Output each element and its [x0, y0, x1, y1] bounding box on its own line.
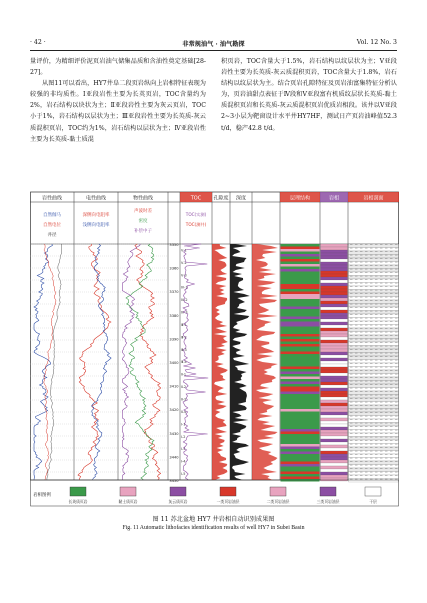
facies-band: [321, 247, 348, 250]
lithofacies-band: [281, 364, 320, 367]
curve-label-den: 密度: [138, 219, 148, 224]
lithofacies-band: [281, 282, 320, 285]
facies-band: [321, 277, 348, 280]
legend-item-label: 干层: [369, 499, 377, 504]
curve-label-cnl: 补偿中子: [134, 229, 152, 234]
facies-band: [321, 364, 348, 367]
lithofacies-band: [281, 337, 320, 340]
facies-band: [321, 262, 348, 265]
curve-label-toc-log: TOC(测井): [185, 222, 207, 227]
lithofacies-band: [281, 327, 320, 330]
lithofacies-band: [281, 379, 320, 382]
sublayer-label: Ⅰ-3: [181, 447, 186, 452]
lithofacies-band: [281, 457, 320, 460]
lithofacies-band: [281, 427, 320, 430]
lithofacies-band: [281, 374, 320, 377]
lithofacies-band: [281, 432, 320, 435]
facies-band: [321, 355, 348, 358]
lithofacies-band: [281, 439, 320, 442]
legend-swatch: [365, 487, 381, 496]
lithofacies-band: [281, 304, 320, 307]
sublayer-label: Ⅲ-1: [181, 322, 187, 327]
lithofacies-band: [281, 317, 320, 320]
facies-band: [321, 301, 348, 304]
lithofacies-band: [281, 399, 320, 402]
legend-item-label: 一类页岩油层: [216, 499, 240, 504]
lithofacies-band: [281, 449, 320, 452]
facies-band: [321, 256, 348, 259]
lithofacies-band: [281, 472, 320, 475]
facies-band: [321, 439, 348, 442]
lithofacies-band: [281, 274, 320, 277]
facies-band: [321, 373, 348, 376]
lithofacies-band: [281, 272, 320, 275]
facies-band: [321, 292, 348, 295]
facies-band: [321, 478, 348, 481]
facies-band: [321, 334, 348, 337]
well-log-chart: [30, 188, 399, 511]
facies-band: [321, 322, 348, 325]
legend-swatch: [320, 487, 336, 496]
lithofacies-band: [281, 294, 320, 297]
facies-band: [321, 382, 348, 385]
lithofacies-band: [281, 269, 320, 272]
legend-title: 岩相图例: [33, 493, 51, 498]
depth-tick-label: 3430: [169, 431, 179, 436]
facies-band: [321, 331, 348, 334]
depth-tick-label: 3400: [169, 361, 179, 365]
sublayer-label: Ⅲ-2: [181, 335, 187, 340]
paragraph: 积页岩，TOC含量大于1.5%，岩石结构以纹层状为主；Ⅴ亚段岩性主要为长英质-灰云质混积页岩，TOC含量大于1.8%，岩石结构以纹层状为主。结合页岩孔隙特征及页岩油富集特征分析认为，页岩油甜点表征于Ⅳ段和Ⅴ亚段富有机质纹层状长英质-黏土质混积页岩和长英质-灰云质混积页岩优质岩相段。该井以Ⅴ亚段2~3小层为靶窗设计水平井HY7HF，测试日产页岩油峰值52.3 t/d，稳产42.8 t/d。: [221, 58, 397, 132]
facies-band: [321, 343, 348, 346]
lithofacies-band: [281, 367, 320, 370]
depth-tick-label: 3380: [169, 313, 179, 318]
lithofacies-band: [281, 362, 320, 365]
track-title: 深度: [235, 195, 247, 202]
running-header: [30, 39, 397, 49]
legend-swatch: [270, 487, 286, 496]
lithofacies-band: [281, 249, 320, 252]
facies-band: [321, 376, 348, 379]
facies-band: [321, 472, 348, 475]
curve-label-toc-measured: TOC(实测): [185, 212, 207, 217]
sublayer-label: Ⅱ-2: [181, 385, 187, 390]
lithofacies-band: [281, 394, 320, 397]
lithofacies-band: [281, 352, 320, 355]
lithofacies-band: [281, 359, 320, 362]
legend-item-label: 长英质页岩: [68, 499, 88, 504]
lithofacies-band: [281, 314, 320, 317]
facies-band: [321, 403, 348, 406]
curve-label-ac: 声波时差: [134, 209, 152, 214]
depth-tick-label: 3350: [169, 243, 179, 247]
facies-band: [321, 433, 348, 436]
facies-band: [321, 418, 348, 421]
depth-tick-label: 3360: [169, 266, 179, 271]
depth-tick-label: 3440: [169, 455, 179, 460]
facies-band: [321, 283, 348, 286]
facies-band: [321, 445, 348, 448]
track-title: 孔隙度: [213, 195, 229, 202]
lithofacies-band: [281, 267, 320, 270]
sublayer-label: Ⅳ-3: [181, 310, 188, 315]
lithofacies-band: [281, 417, 320, 420]
sublayer-label: Ⅴ-2: [181, 260, 187, 265]
shale-density-fill: [230, 244, 250, 480]
lithofacies-band: [281, 369, 320, 372]
facies-band: [321, 337, 348, 340]
lithofacies-band: [281, 342, 320, 345]
facies-band: [321, 394, 348, 397]
facies-band: [321, 244, 348, 247]
depth-tick-label: 3450: [169, 479, 179, 483]
lithofacies-band: [281, 329, 320, 332]
sublayer-label: Ⅱ-1: [181, 372, 187, 377]
facies-band: [321, 304, 348, 307]
lithofacies-band: [281, 392, 320, 395]
sublayer-label: Ⅲ-3: [181, 347, 187, 352]
lithofacies-band: [281, 467, 320, 470]
facies-band: [321, 295, 348, 298]
facies-band: [321, 388, 348, 391]
track-title: 物性曲线: [132, 195, 154, 202]
lithofacies-band: [281, 319, 320, 322]
depth-tick-label: 3410: [169, 384, 179, 389]
lithofacies-band: [281, 339, 320, 342]
lithofacies-band: [281, 292, 320, 295]
facies-band: [321, 274, 348, 277]
curve-label-sp: 自然电位: [43, 223, 61, 228]
cal-curve: [47, 244, 62, 480]
paragraph: 从图11可以看出，HY7井阜二段页岩纵向上岩相特征表现为较强的非均质性。Ⅰ亚段岩性主要为长英页岩，TOC含量约为2%，岩石结构以块状为主；Ⅱ亚段岩性主要为灰云页岩，TOC小于1%，岩石结构以层状为主；Ⅲ亚段岩性主要为长英质-灰云质混积页岩，TOC约为1%，岩石结构以层状为主；Ⅳ亚段岩性主要为长英质-黏土质混: [30, 80, 206, 143]
facies-band: [321, 289, 348, 292]
rxo-curve: [92, 244, 112, 480]
lithofacies-band: [281, 262, 320, 265]
facies-band: [321, 286, 348, 289]
facies-band: [321, 448, 348, 451]
lithofacies-band: [281, 287, 320, 290]
facies-band: [321, 421, 348, 424]
facies-band: [321, 370, 348, 373]
lithofacies-band: [281, 312, 320, 315]
facies-band: [321, 412, 348, 415]
lithofacies-band: [281, 459, 320, 462]
lithofacies-band: [281, 302, 320, 305]
facies-band: [321, 466, 348, 469]
lithofacies-band: [281, 389, 320, 392]
track-title: 岩相: [328, 195, 340, 202]
lithofacies-band: [281, 247, 320, 250]
gr-curve: [34, 244, 52, 480]
lithofacies-band: [281, 419, 320, 422]
lithofacies-band: [281, 447, 320, 450]
facies-band: [321, 400, 348, 403]
legend-item-label: 三类页岩油层: [316, 499, 340, 504]
facies-band: [321, 271, 348, 274]
journal-title: 非常规油气 · 油气勘探: [182, 41, 245, 48]
sublayer-label: Ⅴ-3: [181, 273, 187, 278]
sublayer-label: Ⅰ-5: [181, 472, 186, 477]
lithofacies-band: [281, 257, 320, 260]
sublayer-label: Ⅰ-4: [181, 459, 186, 464]
lithofacies-band: [281, 469, 320, 472]
lithofacies-band: [281, 332, 320, 335]
facies-band: [321, 298, 348, 301]
facies-band: [321, 352, 348, 355]
track-title: 岩相剖面: [363, 195, 384, 202]
lithofacies-band: [281, 279, 320, 282]
left-column: [30, 56, 206, 145]
den-curve: [126, 244, 154, 480]
curve-label-rxo: 浅侧向电阻率: [82, 223, 110, 228]
lithofacies-band: [281, 452, 320, 455]
sublayer-label: Ⅰ-1: [181, 422, 186, 427]
lithofacies-band: [281, 414, 320, 417]
lithofacies-band: [281, 309, 320, 312]
lithofacies-band: [281, 454, 320, 457]
facies-band: [321, 319, 348, 322]
facies-band: [321, 340, 348, 343]
facies-band: [321, 469, 348, 472]
track-title: 层理结构: [289, 195, 311, 202]
depth-tick-label: 3370: [169, 290, 179, 295]
legend-swatch: [220, 487, 236, 496]
facies-band: [321, 427, 348, 430]
lithofacies-band: [281, 299, 320, 302]
figure-caption-en: Fig. 11 Automatic lithofacies identification results of well HY7 in Subei Basin: [122, 525, 305, 531]
lithofacies-band: [281, 442, 320, 445]
lithofacies-band: [281, 334, 320, 337]
lithofacies-band: [281, 422, 320, 425]
lithofacies-band: [281, 324, 320, 327]
lithofacies-band: [281, 437, 320, 440]
header-rule: [30, 50, 397, 51]
facies-band: [321, 430, 348, 433]
facies-band: [321, 328, 348, 331]
volume-issue: Vol. 12 No. 3: [356, 39, 397, 46]
legend-swatch: [170, 487, 186, 496]
track-title: 岩性曲线: [41, 195, 63, 202]
lithofacies-band: [281, 254, 320, 257]
lithofacies-band: [281, 322, 320, 325]
lithofacies-band: [281, 289, 320, 292]
facies-band: [321, 268, 348, 271]
porosity-fill: [212, 244, 228, 480]
depth-tick-label: 3390: [169, 337, 179, 342]
facies-band: [321, 397, 348, 400]
facies-band: [321, 454, 348, 457]
lithofacies-band: [281, 412, 320, 415]
facies-band: [321, 358, 348, 361]
facies-band: [321, 457, 348, 460]
facies-band: [321, 409, 348, 412]
lithofacies-band: [281, 277, 320, 280]
sublayer-label: Ⅴ-1: [181, 248, 187, 253]
lithofacies-band: [281, 402, 320, 405]
legend-item-label: 黏土质页岩: [118, 499, 138, 504]
lithofacies-band: [281, 474, 320, 477]
legend-item-label: 灰云质页岩: [168, 499, 188, 504]
right-column: [221, 56, 397, 134]
lithofacies-band: [281, 349, 320, 352]
facies-band: [321, 265, 348, 268]
lithofacies-band: [281, 357, 320, 360]
rt-curve: [78, 244, 111, 480]
facies-band: [321, 253, 348, 256]
lithofacies-band: [281, 259, 320, 262]
lithofacies-band: [281, 407, 320, 410]
lithofacies-band: [281, 387, 320, 390]
facies-band: [321, 424, 348, 427]
facies-band: [321, 451, 348, 454]
facies-band: [321, 367, 348, 370]
lithofacies-band: [281, 384, 320, 387]
lithofacies-band: [281, 354, 320, 357]
lithofacies-band: [281, 429, 320, 432]
lithofacies-band: [281, 372, 320, 375]
bedding-fill: [252, 244, 278, 480]
ac-curve: [135, 244, 161, 480]
facies-band: [321, 316, 348, 319]
lithofacies-band: [281, 462, 320, 465]
lithofacies-band: [281, 477, 320, 480]
lithofacies-band: [281, 464, 320, 467]
sublayer-label: Ⅳ-1: [181, 285, 188, 290]
facies-band: [321, 259, 348, 262]
sublayer-label: Ⅱ-3: [181, 397, 187, 402]
lithofacies-band: [281, 347, 320, 350]
facies-band: [321, 463, 348, 466]
facies-band: [321, 391, 348, 394]
facies-band: [321, 280, 348, 283]
lithofacies-band: [281, 404, 320, 407]
figure-caption-zh: 图 11 苏北盆地 HY7 井岩相自动识别成果图: [152, 516, 275, 523]
facies-band: [321, 313, 348, 316]
sublayer-label: Ⅰ-2: [181, 434, 186, 439]
lithofacies-band: [281, 377, 320, 380]
facies-band: [321, 415, 348, 418]
lithofacies-band: [281, 244, 320, 247]
lithofacies-band: [281, 264, 320, 267]
lithofacies-band: [281, 444, 320, 447]
sublayer-label: Ⅲ-4: [181, 360, 187, 365]
legend-swatch: [70, 487, 86, 496]
lithofacies-band: [281, 434, 320, 437]
facies-band: [321, 310, 348, 313]
lithofacies-band: [281, 252, 320, 255]
depth-tick-label: 3420: [169, 408, 179, 413]
legend-item-label: 二类页岩油层: [266, 499, 290, 504]
lithofacies-band: [281, 424, 320, 427]
lithofacies-band: [281, 344, 320, 347]
facies-band: [321, 379, 348, 382]
lithofacies-band: [281, 382, 320, 385]
facies-band: [321, 361, 348, 364]
facies-band: [321, 385, 348, 388]
facies-band: [321, 349, 348, 352]
sublayer-label: Ⅱ-4: [181, 409, 187, 414]
lithofacies-band: [281, 409, 320, 412]
facies-band: [321, 442, 348, 445]
facies-band: [321, 250, 348, 253]
lithofacies-band: [281, 397, 320, 400]
curve-label-rt: 深侧向电阻率: [82, 213, 110, 218]
curve-label-gr: 自然伽马: [43, 213, 61, 218]
facies-band: [321, 460, 348, 463]
facies-band: [321, 325, 348, 328]
lithofacies-band: [281, 297, 320, 300]
legend-swatch: [120, 487, 136, 496]
facies-band: [321, 406, 348, 409]
lithofacies-band: [281, 307, 320, 310]
paragraph: 量评价，为精细评价泥页岩油气储集品质和含油性奠定基础[28-27]。: [30, 58, 206, 77]
facies-band: [321, 475, 348, 478]
curve-label-cal: 井径: [47, 233, 57, 238]
sublayer-label: Ⅳ-2: [181, 298, 188, 303]
facies-band: [321, 436, 348, 439]
page-number: · 42 ·: [30, 39, 46, 46]
track-title: 电性曲线: [85, 195, 107, 202]
facies-band: [321, 307, 348, 310]
facies-band: [321, 346, 348, 349]
lithofacies-band: [281, 284, 320, 287]
well-log-figure: [30, 188, 399, 511]
track-title: TOC: [190, 195, 202, 202]
